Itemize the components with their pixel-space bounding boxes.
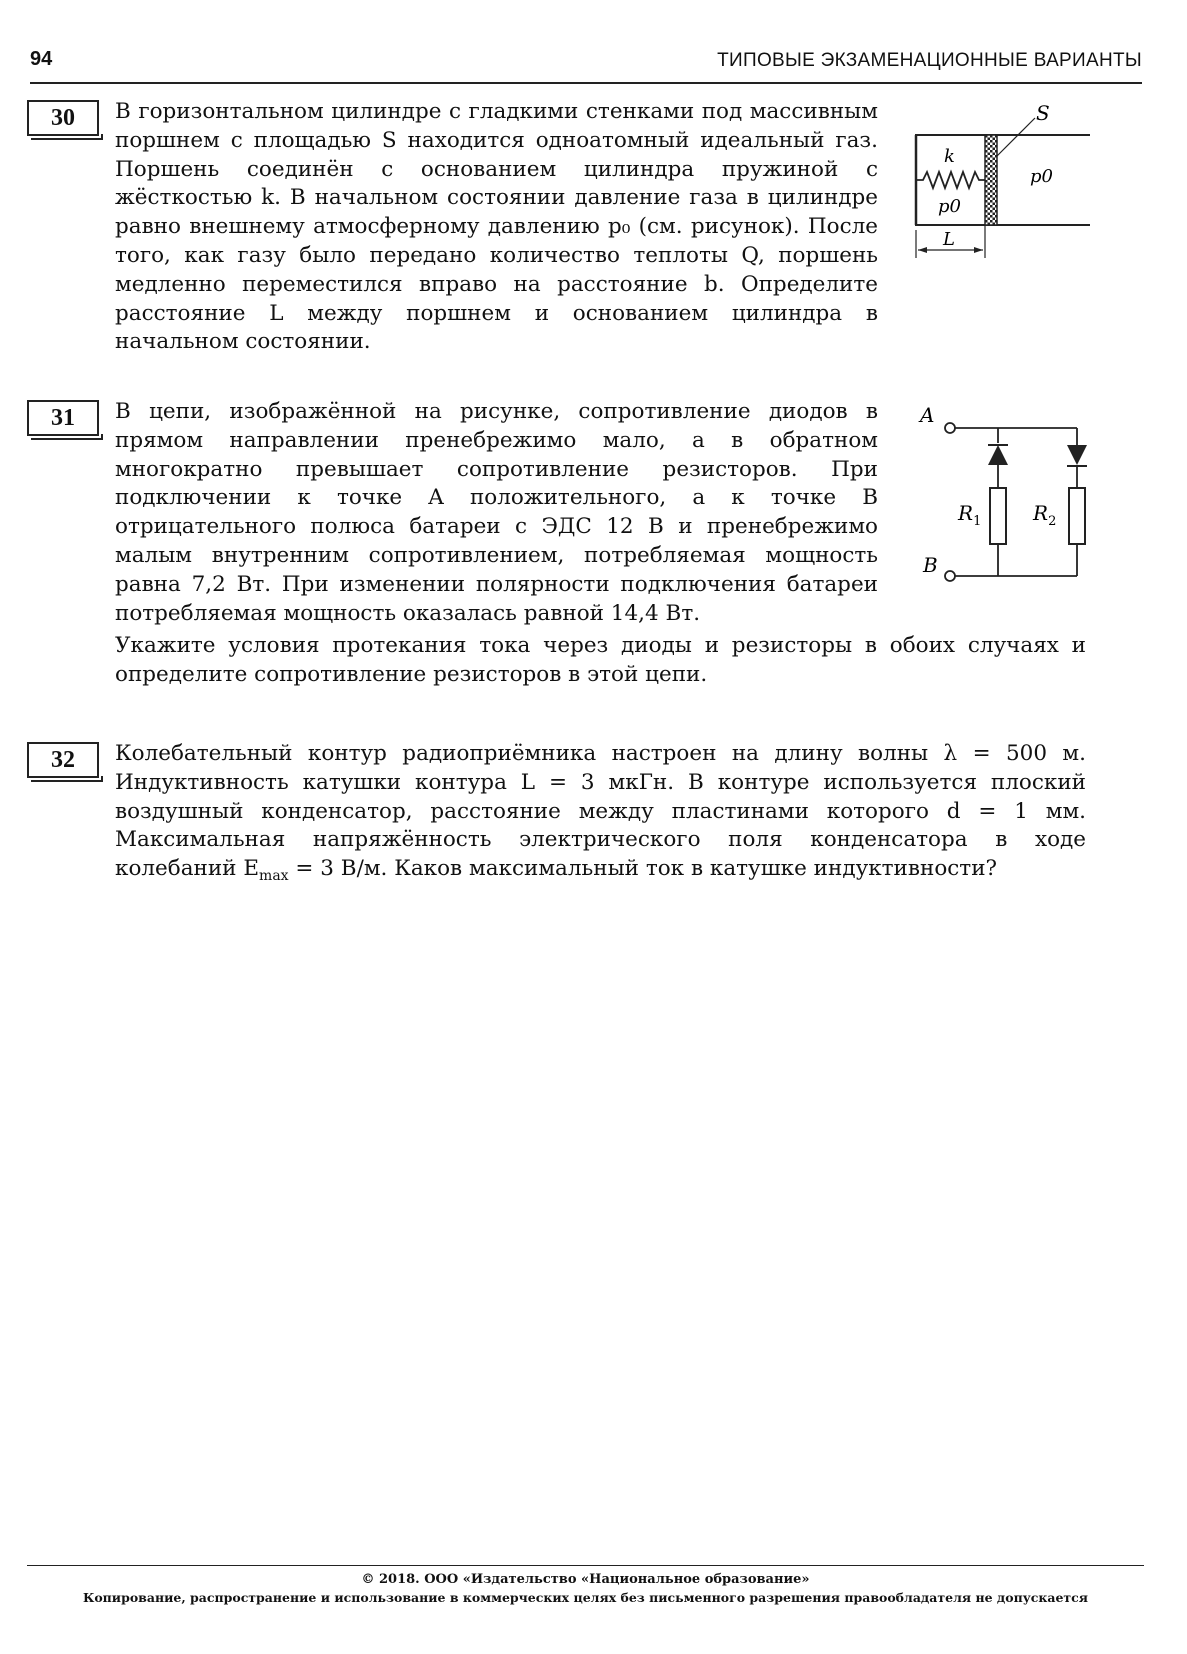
task-32-text — [115, 740, 1086, 886]
diode-circuit-figure — [915, 400, 1095, 590]
label-A: A — [920, 403, 935, 427]
diode-1 — [988, 445, 1008, 465]
label-k: k — [944, 146, 955, 167]
spring — [916, 172, 985, 188]
task-number-31: 31 — [27, 400, 99, 436]
label-B: B — [923, 553, 938, 577]
footer-copyright: © 2018. ООО «Издательство «Национальное образование» — [361, 1572, 810, 1587]
task-32-tail: = 3 В/м. Каков максимальный ток в катушке индуктивности? — [288, 856, 998, 882]
task-32-main: Колебательный контур радиоприёмника настроен на длину волны λ = 500 м. Индуктивность катушки контура L = 3 мкГн. В контуре используется плоский воздушный конденсатор, расстояние между пластинами которого d = 1 мм. Максимальная напряжённость электрического поля конденсатора в ходе колебаний E — [115, 741, 1086, 882]
footer-notice: Копирование, распространение и использование в коммерческих целях без письменного разрешения правообладателя не допускается — [82, 1590, 1089, 1605]
piston-cylinder-figure — [905, 100, 1105, 265]
footer-divider — [27, 1565, 1144, 1566]
resistor-R1 — [990, 488, 1006, 544]
terminal-B — [945, 571, 955, 581]
running-title: ТИПОВЫЕ ЭКЗАМЕНАЦИОННЫЕ ВАРИАНТЫ — [717, 50, 1142, 71]
piston — [985, 135, 997, 225]
resistor-R2 — [1069, 488, 1085, 544]
label-S: S — [1036, 101, 1050, 125]
label-p0-inside: p0 — [938, 196, 961, 217]
label-R1: $R_1$ — [958, 501, 982, 529]
page-header — [30, 48, 1142, 84]
terminal-A — [945, 423, 955, 433]
task-32-subscript: max — [259, 868, 289, 885]
label-p0-outside: p0 — [1030, 166, 1053, 187]
task-number-30: 30 — [27, 100, 99, 136]
task-number-32: 32 — [27, 742, 99, 778]
label-R2: $R_2$ — [1033, 501, 1057, 529]
page-number: 94 — [30, 48, 53, 70]
task-30-text: В горизонтальном цилиндре с гладкими стенками под массивным поршнем с площадью S находится одноатомный идеальный газ. Поршень соединён с основанием цилиндра пружиной с жёсткостью k. В начальном состоянии давление газа в цилиндре равно внешнему атмосферному давлению p₀ (см. рисунок). После того, как газу было передано количество теплоты Q, поршень медленно переместился вправо на расстояние b. Определите расстояние L между поршнем и основанием цилиндра в начальном состоянии. — [115, 99, 878, 355]
label-L: L — [943, 229, 955, 250]
diode-2 — [1067, 445, 1087, 465]
task-31-text: В цепи, изображённой на рисунке, сопротивление диодов в прямом направлении пренебрежимо мало, а в обратном многократно превышает сопротивление резисторов. При подключении к точке A положительного, а к точке B отрицательного полюса батареи с ЭДС 12 В и пренебрежимо малым внутренним сопротивлением, потребляемая мощность равна 7,2 Вт. При изменении полярности подключения батареи потребляемая мощность оказалась равной 14,4 Вт. — [115, 399, 878, 626]
task-31-question: Укажите условия протекания тока через диоды и резисторы в обоих случаях и определите сопротивление резисторов в этой цепи. — [115, 633, 1086, 687]
